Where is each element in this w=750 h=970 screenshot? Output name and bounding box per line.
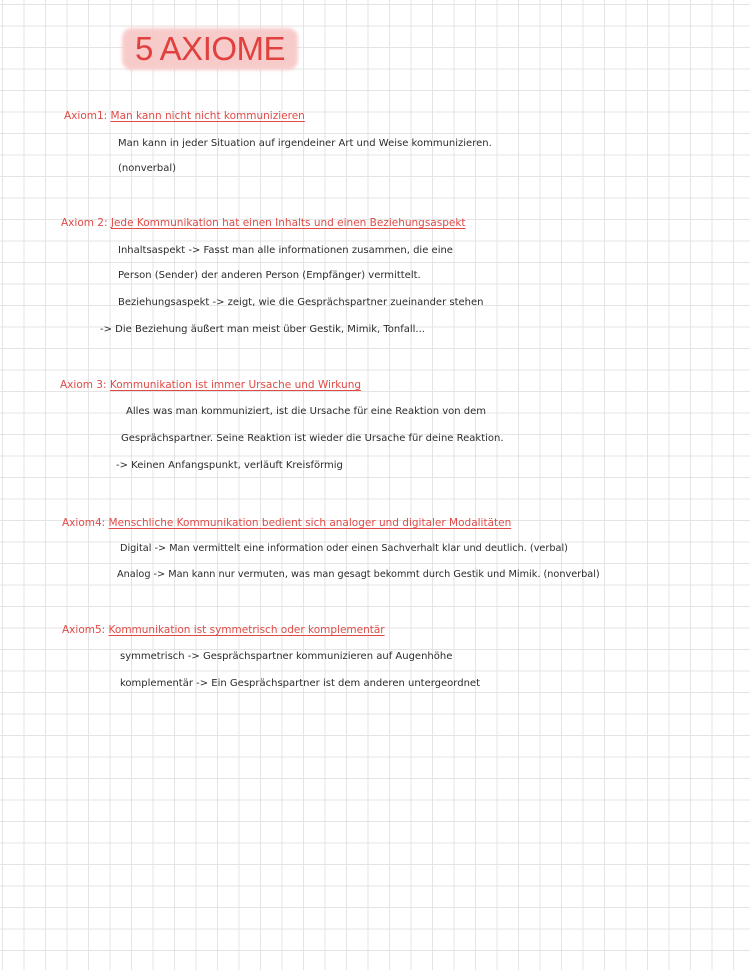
axiom-1-line-2: (nonverbal) (118, 163, 177, 174)
axiom-1-title: Man kann nicht nicht kommunizieren (110, 110, 305, 122)
axiom-4-line-1: Digital -> Man vermittelt eine information oder einen Sachverhalt klar und deutlich. (verbal) (120, 543, 568, 554)
axiom-4-label: Axiom4: (62, 517, 106, 529)
axiom-5-line-1: symmetrisch -> Gesprächspartner kommunizieren auf Augenhöhe (120, 651, 453, 662)
axiom-5-line-2: komplementär -> Ein Gesprächspartner ist dem anderen untergeordnet (120, 678, 480, 689)
axiom-1-label: Axiom1: (64, 110, 108, 122)
axiom-4-heading (62, 515, 511, 531)
axiom-2-title: Jede Kommunikation hat einen Inhalts und einen Beziehungsaspekt (110, 217, 466, 229)
axiom-2-line-2: Person (Sender) der anderen Person (Empfänger) vermittelt. (118, 270, 421, 281)
axiom-3-title: Kommunikation ist immer Ursache und Wirkung (109, 379, 362, 391)
axiom-2-line-3: Beziehungsaspekt -> zeigt, wie die Gesprächspartner zueinander stehen (118, 297, 484, 308)
axiom-1-heading (64, 108, 305, 124)
axiom-4-title: Menschliche Kommunikation bedient sich analoger und digitaler Modalitäten (108, 517, 512, 529)
axiom-3-line-2: Gesprächspartner. Seine Reaktion ist wieder die Ursache für deine Reaktion. (121, 433, 504, 444)
axiom-3-line-3: -> Keinen Anfangspunkt, verläuft Kreisförmig (116, 460, 343, 471)
axiom-2-heading (61, 215, 466, 231)
axiom-4-line-2: Analog -> Man kann nur vermuten, was man gesagt bekommt durch Gestik und Mimik. (nonverbal) (117, 569, 600, 580)
axiom-2-label: Axiom 2: (61, 217, 108, 229)
page-title: 5 AXIOME (134, 30, 286, 67)
axiom-3-heading (60, 377, 361, 393)
axiom-2-line-4: -> Die Beziehung äußert man meist über Gestik, Mimik, Tonfall... (100, 324, 425, 335)
axiom-5-label: Axiom5: (62, 624, 106, 636)
title-block (122, 24, 298, 74)
axiom-5-heading (62, 622, 385, 638)
axiom-3-label: Axiom 3: (60, 379, 107, 391)
axiom-5-title: Kommunikation ist symmetrisch oder komplementär (108, 624, 385, 636)
axiom-2-line-1: Inhaltsaspekt -> Fasst man alle informationen zusammen, die eine (118, 245, 453, 256)
axiom-1-line-1: Man kann in jeder Situation auf irgendeiner Art und Weise kommunizieren. (118, 138, 492, 149)
axiom-3-line-1: Alles was man kommuniziert, ist die Ursache für eine Reaktion von dem (126, 406, 487, 417)
